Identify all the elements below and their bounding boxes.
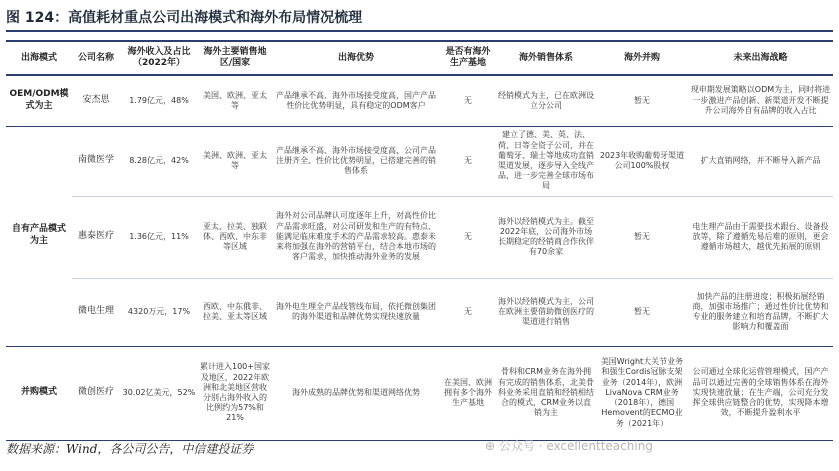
table-row [6,196,833,278]
header-row [6,41,833,75]
revenue-cell: 8.28亿元，42% [120,126,198,196]
strategy-cell: 电生理产品由于需要技术跟台、设备投放等，除了遵循先易后难的原则，更会遵循市场越大，越优先拓展的原则 [688,196,833,278]
header-company: 公司名称 [72,41,120,75]
strategy-cell: 扩大直销网络，并不断导入新产品 [688,126,833,196]
company-cell: 惠泰医疗 [72,196,120,278]
strategy-cell: 现申期发展策略以ODM为主，同时将进一步激进产品创新、新渠道开发不断提升公司海外自有品牌的收入占比 [688,75,833,126]
regions-cell: 西欧、中东俄非、拉美、亚太等区域 [198,278,272,346]
revenue-cell: 4320万元，17% [120,278,198,346]
base-cell: 无 [440,126,496,196]
base-cell: 在美国、欧洲拥有多个海外生产基地 [440,346,496,440]
sales-cell: 建立了德、美、英、法、荷、日等全资子公司，并在葡萄牙、瑞士等地成功直销渠道发展，逐步导入全线产品，进一步完善全球市场布局 [496,126,596,196]
regions-cell: 累计进入100+国家及地区，2022年欧洲和北美地区营收分别占海外收入的比例约为57%和21% [198,346,272,440]
mode-cell: 并购模式 [6,346,72,440]
header-advantage: 出海优势 [272,41,440,75]
header-mna: 海外并购 [596,41,688,75]
header-base: 是否有海外生产基地 [440,41,496,75]
header-revenue: 海外收入及占比（2022年） [120,41,198,75]
sales-cell: 骨科和CRM业务在海外拥有完成的销售体系，北美骨科业务采用直销和经销相结合的模式，CRM业务以直销为主 [496,346,596,440]
regions-cell: 美洲、欧洲、亚太等 [198,126,272,196]
company-cell: 南微医学 [72,126,120,196]
base-cell: 无 [440,75,496,126]
mna-cell: 暂无 [596,196,688,278]
advantage-cell: 产品继承不高、海外市场接受度高，公司产品注册齐全、性价比优势明显，已搭建完善的销售体系 [272,126,440,196]
base-cell: 无 [440,196,496,278]
company-cell: 微电生理 [72,278,120,346]
strategy-cell: 公司通过全球化运营管理模式，国产产品可以通过完善的全球销售体系在海外实现快速放量；在生产端，公司充分发挥全球供应链整合的优势，实现降本增效，不断提升盈利水平 [688,346,833,440]
table-row [6,346,833,440]
advantage-cell: 海外电生理全产品线管线布局，依托微创集团的海外渠道和品牌优势实现快速放量 [272,278,440,346]
mode-cell: OEM/ODM模式为主 [6,75,72,126]
advantage-cell: 海外对公司品牌认可度逐年上升，对高性价比产品需求旺盛，对公司研发和生产的有特点、能满足临床难度手术的产品需求较高。惠泰未来将加强在海外的营销平台，结合本地市场的客户需求，加快推动海外业务的发展 [272,196,440,278]
revenue-cell: 1.79亿元，48% [120,75,198,126]
data-source-note: 数据来源：Wind，各公司公告，中信建投证券 [6,442,254,456]
header-mode: 出海模式 [6,41,72,75]
regions-cell: 亚太、拉美、独联体、西欧、中东非等区域 [198,196,272,278]
revenue-cell: 30.02亿美元，52% [120,346,198,440]
base-cell: 无 [440,278,496,346]
header-strategy: 未来出海战略 [688,41,833,75]
sales-cell: 海外以经销模式为主，公司在欧洲主要借助微创医疗的渠道进行销售 [496,278,596,346]
revenue-cell: 1.36亿元，11% [120,196,198,278]
advantage-cell: 海外成熟的品牌优势和渠道网络优势 [272,346,440,440]
sales-cell: 海外以经销模式为主。截至2022年底，公司海外市场长期稳定的经销商合作伙伴有70余家 [496,196,596,278]
table-row [6,278,833,346]
header-sales: 海外销售体系 [496,41,596,75]
overseas-layout-table [6,40,833,441]
advantage-cell: 产品继承不高、海外市场接受度高，国产产品性价比优势明显，具有稳定的ODM客户 [272,75,440,126]
sales-cell: 经销模式为主，已在欧洲设立分公司 [496,75,596,126]
company-cell: 微创医疗 [72,346,120,440]
watermark: ⊕ 公众号 · excellentteaching [485,439,653,453]
mna-cell: 暂无 [596,75,688,126]
table-row [6,126,833,196]
figure-title: 图 124：高值耗材重点公司出海模式和海外布局情况梳理 [6,6,833,32]
table-row [6,75,833,126]
regions-cell: 美国、欧洲、亚太等 [198,75,272,126]
mna-cell: 2023年收购葡萄牙渠道公司100%股权 [596,126,688,196]
strategy-cell: 加快产品的注册进度；积极拓展经销商，加强市场推广；通过性价比优势和专业的服务建立和培育品牌，不断扩大影响力和覆盖面 [688,278,833,346]
header-regions: 海外主要销售地区/国家 [198,41,272,75]
mna-cell: 暂无 [596,278,688,346]
mna-cell: 美国Wright大关节业务和强生Cordis冠脉支架业务（2014年），欧洲LivaNova CRM业务（2018年），德国Hemovent的ECMO业务（2021年） [596,346,688,440]
mode-cell: 自有产品模式为主 [6,126,72,346]
company-cell: 安杰思 [72,75,120,126]
